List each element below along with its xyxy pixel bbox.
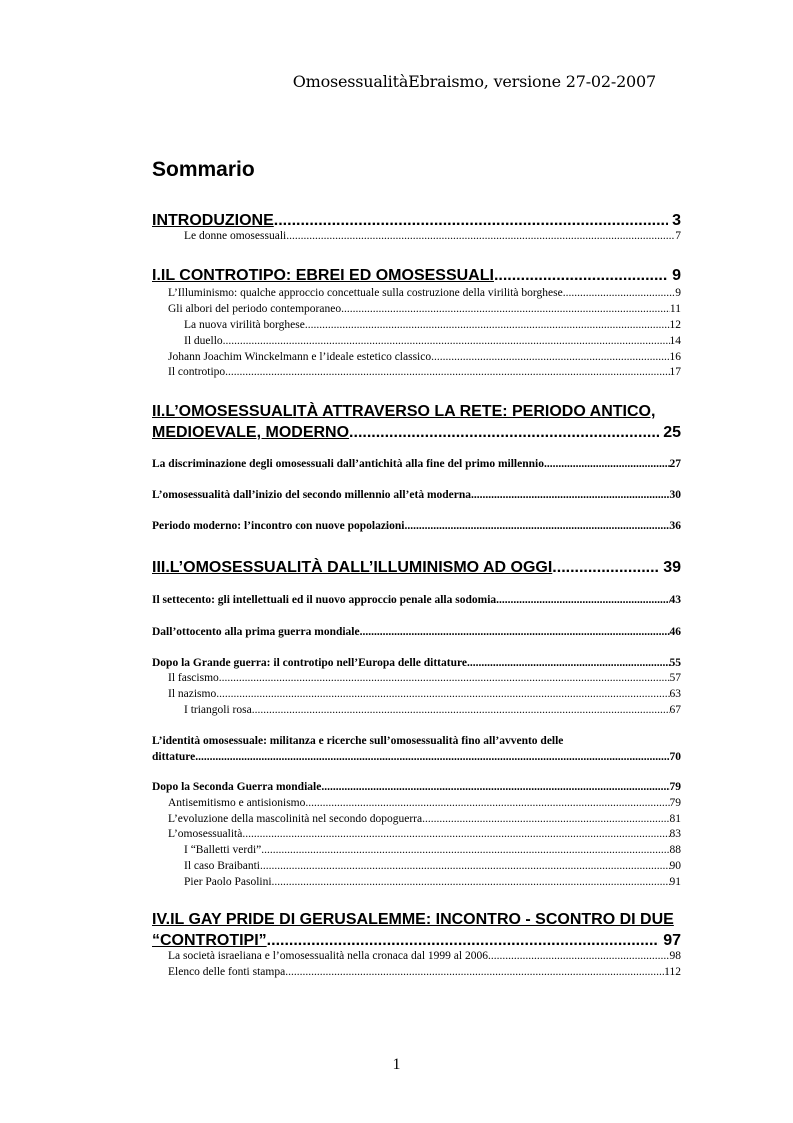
toc-leader-dots — [223, 336, 670, 348]
toc-entry-text: Il settecento: gli intellettuali ed il nuovo approccio penale alla sodomia — [152, 594, 497, 606]
toc-entry[interactable] — [184, 877, 681, 889]
toc-entry-text: Il duello — [184, 335, 223, 347]
toc-leader-dots — [195, 752, 669, 764]
toc-entry[interactable] — [152, 425, 681, 441]
toc-entry-text: La società israeliana e l’omosessualità nella cronaca dal 1999 al 2006 — [168, 950, 488, 962]
toc-entry[interactable] — [152, 268, 681, 284]
toc-leader-dots — [305, 320, 670, 332]
toc-entry-text: L’omosessualità dall’inizio del secondo millennio all’età moderna — [152, 489, 472, 501]
toc-entry-page: 67 — [669, 704, 681, 716]
toc-entry-text: Periodo moderno: l’incontro con nuove popolazioni — [152, 520, 405, 532]
toc-entry[interactable] — [168, 352, 681, 364]
toc-leader-dots — [285, 967, 664, 979]
toc-entry[interactable] — [152, 213, 681, 229]
toc-leader-dots — [274, 213, 668, 229]
toc-leader-dots — [404, 521, 669, 533]
toc-entry-text: Il fascismo — [168, 672, 219, 684]
toc-entry[interactable] — [152, 782, 681, 794]
toc-entry[interactable] — [184, 845, 681, 857]
toc-entry[interactable] — [184, 336, 681, 348]
toc-entry[interactable] — [184, 705, 681, 717]
toc-entry-text: L’Illuminismo: qualche approccio concettuale sulla costruzione della virilità borghese — [168, 287, 563, 299]
toc-leader-dots — [219, 673, 670, 685]
toc-leader-dots — [261, 845, 669, 857]
toc-entry-text: Il nazismo — [168, 688, 217, 700]
toc-entry[interactable] — [152, 560, 681, 576]
toc-entry-page: 90 — [669, 860, 681, 872]
toc-entry-text[interactable]: II.L’OMOSESSUALITÀ ATTRAVERSO LA RETE: PERIODO ANTICO, — [152, 403, 656, 420]
toc-entry-page: 79 — [669, 797, 681, 809]
toc-entry[interactable] — [168, 367, 681, 379]
toc-entry-text: Dopo la Grande guerra: il controtipo nell’Europa delle dittature — [152, 657, 467, 669]
toc-leader-dots — [467, 658, 670, 670]
toc-entry-text: Il controtipo — [168, 366, 226, 378]
toc-entry-page: 91 — [669, 876, 681, 888]
toc-entry[interactable] — [184, 231, 681, 243]
toc-entry-text[interactable]: L’identità omosessuale: militanza e ricerche sull’omosessualità fino all’avvento delle — [152, 735, 564, 747]
toc-entry[interactable] — [152, 752, 681, 764]
toc-leader-dots — [496, 595, 669, 607]
toc-entry-page: 27 — [669, 458, 681, 470]
toc-leader-dots — [321, 782, 669, 794]
toc-entry-page: 97 — [663, 932, 681, 949]
toc-entry[interactable] — [168, 288, 681, 300]
toc-entry-page: 3 — [672, 212, 681, 229]
toc-entry-page: 12 — [669, 319, 681, 331]
toc-entry-page: 79 — [669, 781, 681, 793]
toc-leader-dots — [272, 877, 670, 889]
toc-leader-dots — [260, 861, 669, 873]
toc-entry-page: 14 — [669, 335, 681, 347]
toc-entry-text: Dopo la Seconda Guerra mondiale — [152, 781, 322, 793]
toc-entry-text: L’evoluzione della mascolinità nel secondo dopoguerra — [168, 813, 423, 825]
toc-leader-dots — [360, 627, 670, 639]
toc-entry[interactable] — [152, 595, 681, 607]
toc-entry-text: I triangoli rosa — [184, 704, 252, 716]
toc-entry[interactable] — [168, 814, 681, 826]
toc-entry-text[interactable]: IV.IL GAY PRIDE DI GERUSALEMME: INCONTRO - SCONTRO DI DUE — [152, 911, 674, 928]
toc-entry[interactable] — [152, 490, 681, 502]
toc-entry-page: 39 — [663, 559, 681, 576]
toc-leader-dots — [471, 490, 669, 502]
toc-entry-text: MEDIOEVALE, MODERNO — [152, 424, 350, 441]
toc-entry-page: 9 — [675, 287, 681, 299]
toc-entry-page: 88 — [669, 844, 681, 856]
toc-entry-page: 25 — [663, 424, 681, 441]
toc-entry[interactable] — [168, 829, 681, 841]
toc-leader-dots — [242, 829, 669, 841]
toc-entry-page: 7 — [675, 230, 681, 242]
toc-entry-page: 9 — [672, 267, 681, 284]
toc-entry[interactable] — [168, 673, 681, 685]
toc-entry[interactable] — [168, 689, 681, 701]
toc-entry-page: 46 — [669, 626, 681, 638]
toc-leader-dots — [305, 798, 669, 810]
toc-entry-text: Antisemitismo e antisionismo — [168, 797, 306, 809]
toc-entry-text: L’omosessualità — [168, 828, 243, 840]
toc-entry-text: “CONTROTIPI” — [152, 932, 267, 949]
toc-entry-page: 30 — [669, 489, 681, 501]
toc-leader-dots — [267, 933, 660, 949]
toc-entry-page: 83 — [669, 828, 681, 840]
toc-entry-page: 81 — [669, 813, 681, 825]
toc-entry-page: 11 — [669, 303, 681, 315]
toc-entry-page: 16 — [669, 351, 681, 363]
toc-entry-text: La discriminazione degli omosessuali dall’antichità alla fine del primo millennio — [152, 458, 544, 470]
page-number: 1 — [392, 1056, 401, 1073]
toc-entry-page: 63 — [669, 688, 681, 700]
toc-entry[interactable] — [168, 304, 681, 316]
toc-leader-dots — [494, 268, 668, 284]
toc-entry[interactable] — [168, 798, 681, 810]
toc-leader-dots — [286, 231, 675, 243]
toc-entry[interactable] — [152, 459, 681, 471]
toc-entry-text: Johann Joachim Winckelmann e l’ideale estetico classico — [168, 351, 432, 363]
toc-entry[interactable] — [152, 627, 681, 639]
toc-entry-text: Il caso Braibanti — [184, 860, 261, 872]
toc-entry-page: 55 — [669, 657, 681, 669]
toc-leader-dots — [422, 814, 669, 826]
toc-entry[interactable] — [152, 521, 681, 533]
toc-entry[interactable] — [184, 320, 681, 332]
toc-entry-text: Pier Paolo Pasolini — [184, 876, 272, 888]
toc-entry-text: INTRODUZIONE — [152, 212, 274, 229]
toc-entry-page: 70 — [669, 751, 681, 763]
toc-entry-text: La nuova virilità borghese — [184, 319, 305, 331]
toc-entry-text: Le donne omosessuali — [184, 230, 287, 242]
toc-entry[interactable] — [152, 658, 681, 670]
toc-entry-page: 36 — [669, 520, 681, 532]
toc-leader-dots — [252, 705, 670, 717]
toc-entry-text: Dall’ottocento alla prima guerra mondiale — [152, 626, 360, 638]
toc-entry-text: Gli albori del periodo contemporaneo — [168, 303, 342, 315]
toc-entry-text: III.L’OMOSESSUALITÀ DALL’ILLUMINISMO AD OGGI — [152, 559, 553, 576]
toc-leader-dots — [225, 367, 669, 379]
toc-leader-dots — [544, 459, 670, 471]
toc-leader-dots — [216, 689, 669, 701]
table-of-contents — [152, 0, 681, 1123]
toc-entry-page: 98 — [669, 950, 681, 962]
toc-entry-text: I.IL CONTROTIPO: EBREI ED OMOSESSUALI — [152, 267, 494, 284]
toc-entry-text: I “Balletti verdi” — [184, 844, 262, 856]
toc-title: Sommario — [152, 158, 255, 181]
toc-leader-dots — [431, 352, 669, 364]
toc-entry[interactable] — [184, 861, 681, 873]
toc-entry-page: 17 — [669, 366, 681, 378]
toc-entry[interactable] — [168, 951, 681, 963]
running-header: OmosessualitàEbraismo, versione 27-02-2007 — [292, 72, 656, 91]
toc-entry-page: 57 — [669, 672, 681, 684]
toc-entry-page: 43 — [669, 594, 681, 606]
toc-entry[interactable] — [152, 933, 681, 949]
toc-entry-text: dittature — [152, 751, 196, 763]
toc-leader-dots — [341, 304, 670, 316]
toc-leader-dots — [488, 951, 670, 963]
toc-entry[interactable] — [168, 967, 681, 979]
toc-leader-dots — [552, 560, 659, 576]
toc-entry-text: Elenco delle fonti stampa — [168, 966, 286, 978]
toc-entry-page: 112 — [664, 966, 681, 978]
toc-leader-dots — [349, 425, 659, 441]
toc-leader-dots — [563, 288, 676, 300]
